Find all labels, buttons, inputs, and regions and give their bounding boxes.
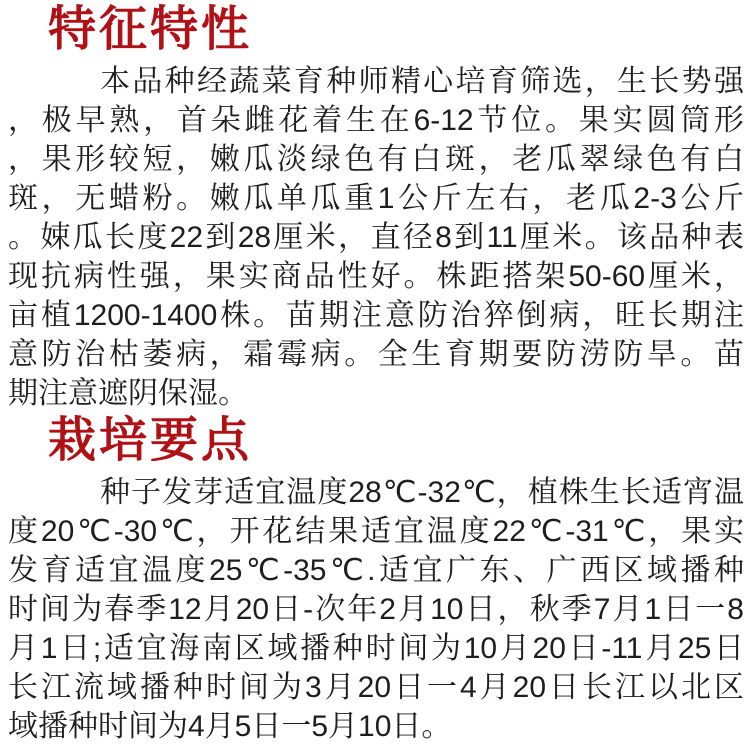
section-heading-cultivation: 栽培要点 [48, 414, 253, 467]
text-line: 域播种时间为4月5日一5月10日。 [8, 710, 452, 743]
paragraph-characteristics [8, 62, 744, 413]
text-line: ，极早熟，首朵雌花着生在6-12节位。果实圆筒形 [8, 104, 744, 137]
text-line: 斑，无蜡粉。嫩瓜单瓜重1公斤左右，老瓜2-3公斤 [8, 182, 744, 215]
text-line: ，果形较短，嫩瓜淡绿色有白斑，老瓜翠绿色有白 [8, 143, 744, 176]
text-line: 。娕瓜长度22到28厘米，直径8到11厘米。该品种表 [8, 221, 744, 254]
section-heading-characteristics: 特征特性 [48, 3, 253, 56]
text-line: 种子发芽适宜温度28℃-32℃，植株生长适宵温 [100, 476, 744, 509]
text-line: 期注意遮阴保湿。 [8, 377, 248, 410]
text-line: 时间为春季12月20日-次年2月10日，秋季7月1日一8 [8, 593, 744, 626]
text-line: 长江流域播种时间为3月20日一4月20日长江以北区 [8, 671, 744, 704]
text-line: 本品种经蔬菜育种师精心培育筛选，生长势强 [100, 65, 744, 98]
text-line: 亩植1200-1400株。苗期注意防治猝倒病，旺长期注 [8, 299, 744, 332]
paragraph-cultivation [8, 473, 744, 746]
text-line: 意防治枯萎病，霜霉病。全生育期要防涝防旱。苗 [8, 338, 744, 371]
text-line: 发育适宜温度25℃-35℃.适宜广东、广西区域播种 [8, 554, 744, 587]
text-line: 度20℃-30℃，开花结果适宜温度22℃-31℃，果实 [8, 515, 744, 548]
text-line: 月1日;适宜海南区域播种时间为10月20日-11月25日 [8, 632, 744, 665]
text-line: 现抗病性强，果实商品性好。株距搭架50-60厘米， [8, 260, 744, 293]
